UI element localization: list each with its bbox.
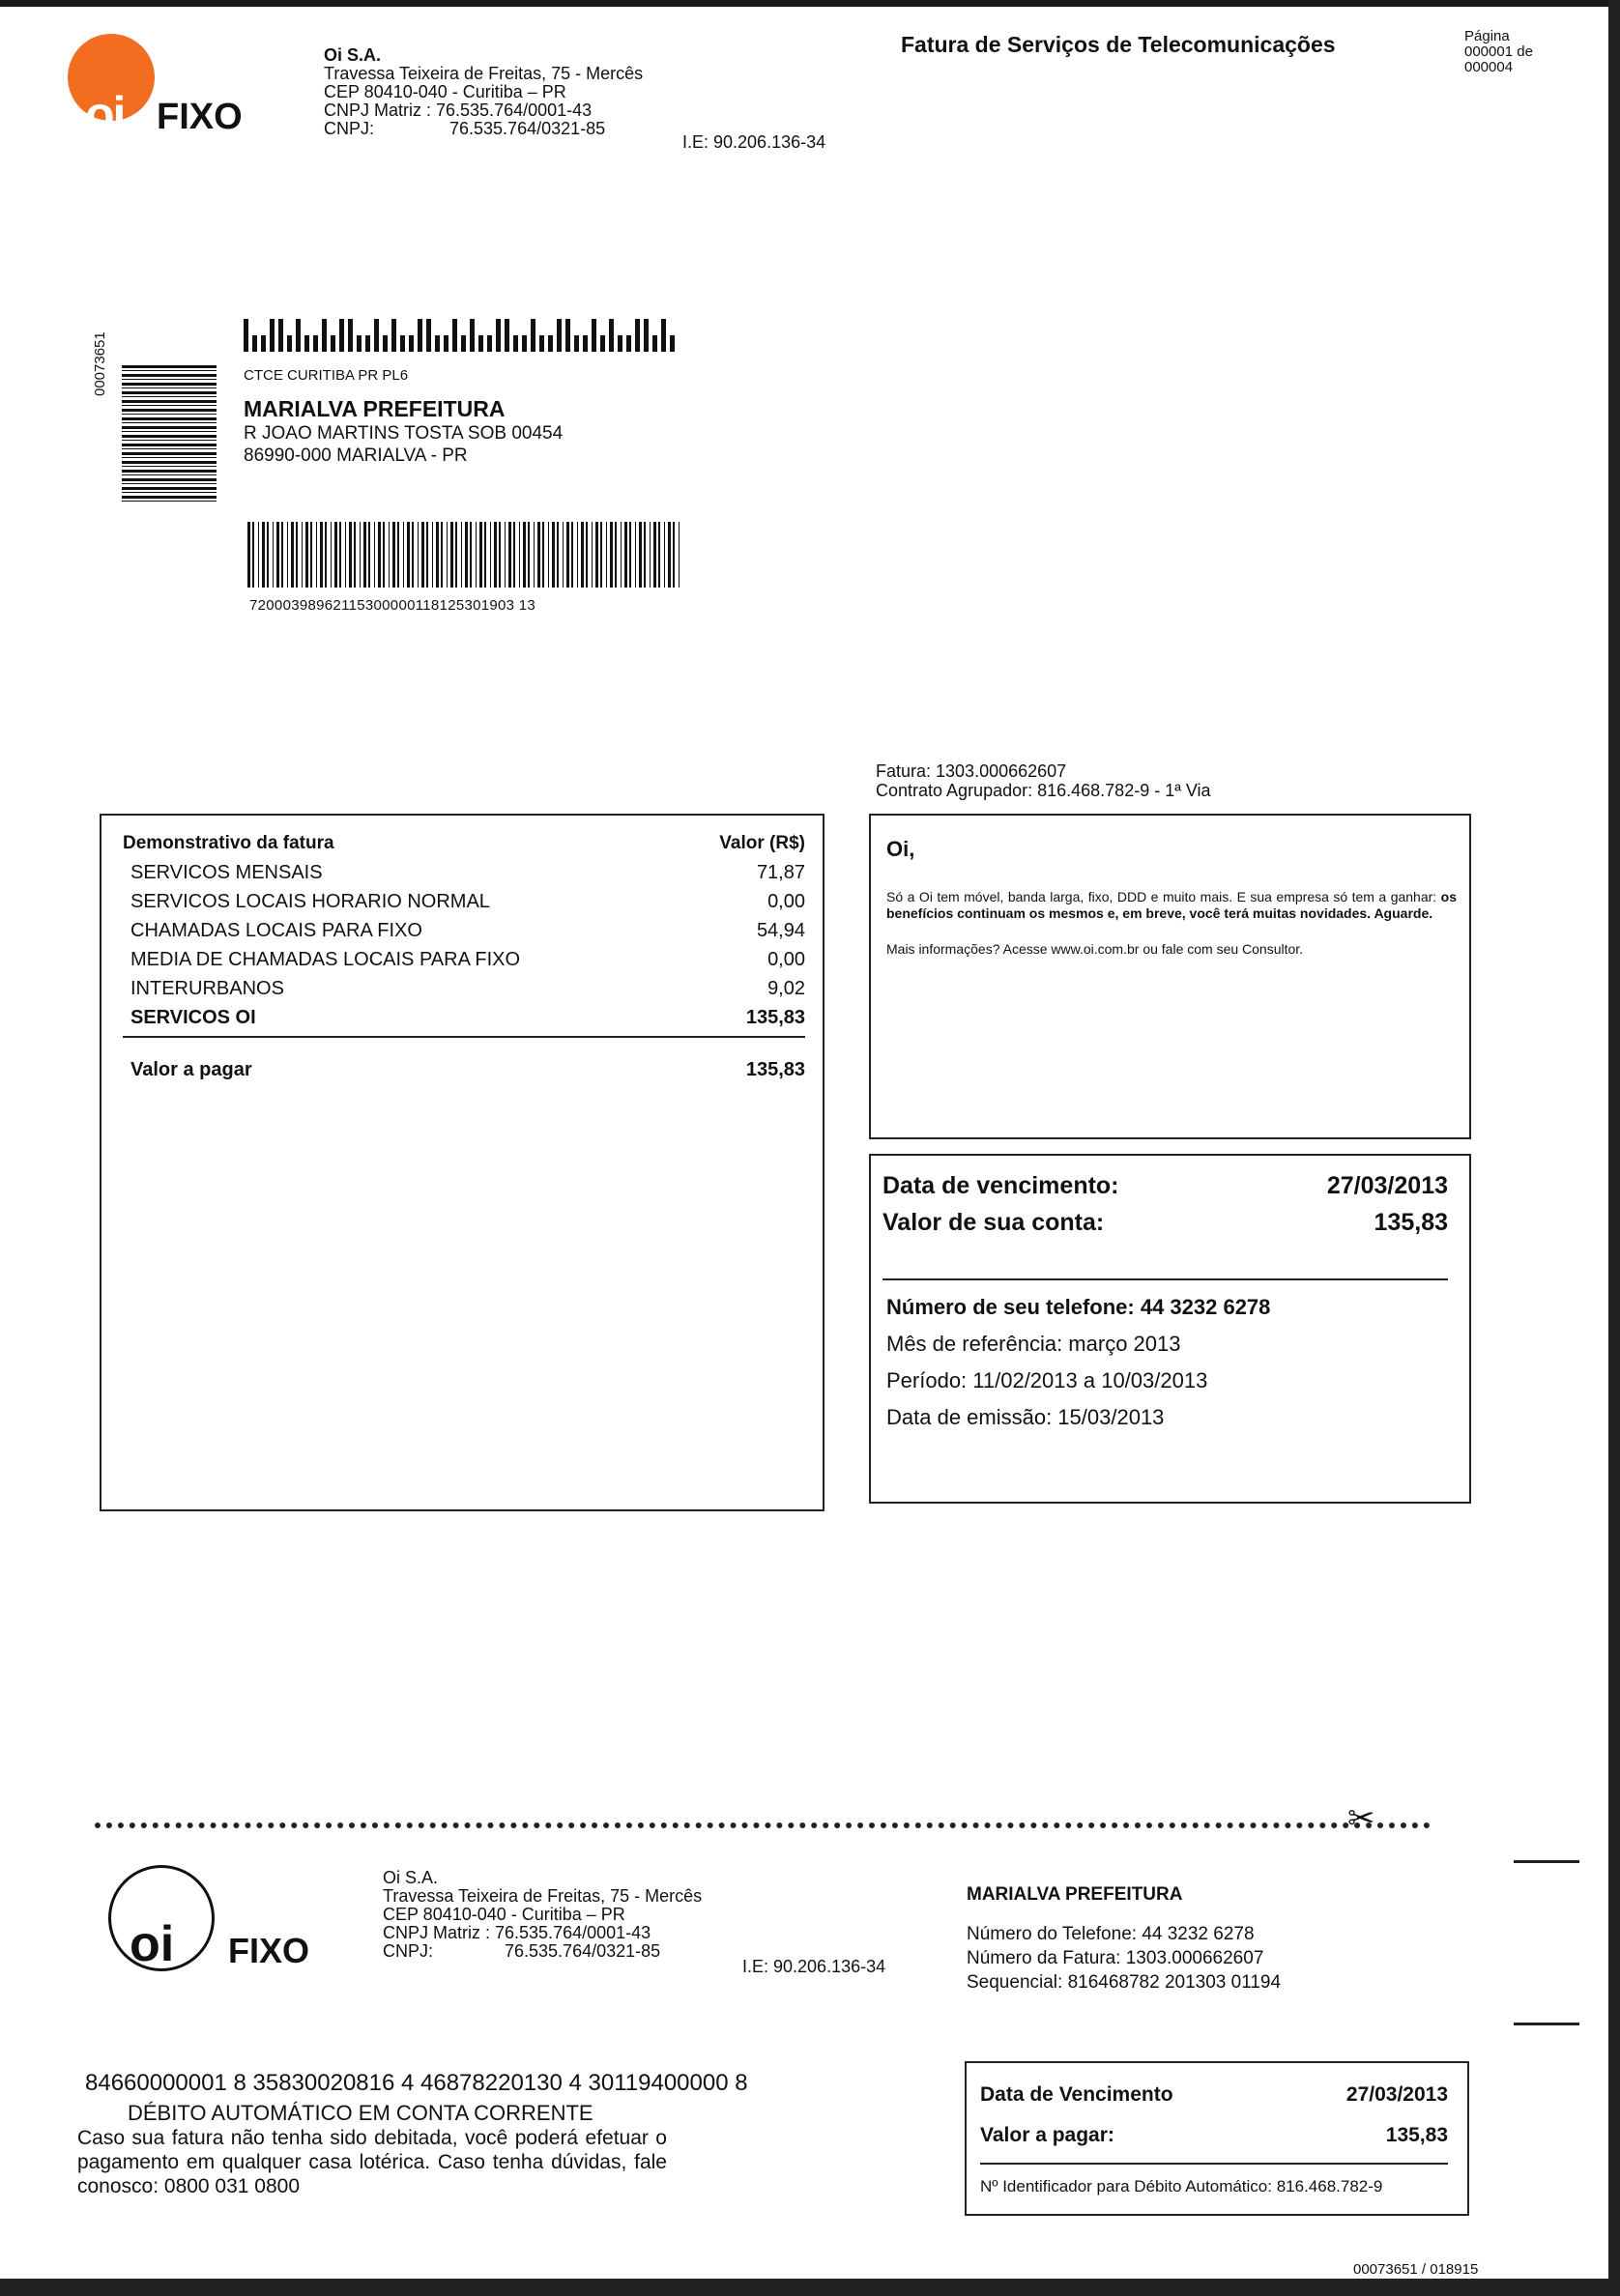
stub-company-cnpj-matriz: CNPJ Matriz : 76.535.764/0001-43 <box>383 1923 651 1942</box>
statement-box <box>100 814 824 1511</box>
page-label: Página <box>1464 28 1510 44</box>
company-name: Oi S.A. <box>324 45 382 65</box>
stub-company-name: Oi S.A. <box>383 1868 439 1887</box>
postnet-bar <box>539 335 544 352</box>
message-text: Só a Oi tem móvel, banda larga, fixo, DDD e muito mais. E sua empresa só tem a ganhar: <box>886 889 1441 904</box>
summary-key-values <box>882 1167 1448 1241</box>
stub-customer-name: MARIALVA PREFEITURA <box>967 1884 1183 1905</box>
oi-fixo-logo <box>68 34 242 140</box>
phone-number: Número de seu telefone: 44 3232 6278 <box>886 1295 1271 1319</box>
postnet-bar <box>557 319 562 352</box>
statement-table <box>123 829 805 1084</box>
postnet-bar <box>409 335 414 352</box>
company-cnpj-matriz: CNPJ Matriz : 76.535.764/0001-43 <box>324 100 593 120</box>
statement-row-label: CHAMADAS LOCAIS PARA FIXO <box>130 920 422 941</box>
postnet-bar <box>531 319 535 352</box>
message-greeting: Oi, <box>886 837 915 861</box>
scissors-icon: ✂ <box>1347 1800 1375 1837</box>
summary-box <box>869 1154 1471 1504</box>
postnet-bar <box>270 319 275 352</box>
mail-barcode-number: 72000398962115300000118125301903 13 <box>249 597 536 614</box>
page-indicator <box>1464 29 1533 75</box>
summary-divider <box>882 1278 1448 1280</box>
statement-row <box>123 974 805 1003</box>
postnet-bar <box>626 335 631 352</box>
postnet-bar <box>418 319 422 352</box>
message-highlight: os benefícios continuam os mesmos e, em breve, você terá muitas novidades. Aguarde. <box>886 889 1457 921</box>
side-stacked-barcode <box>122 365 217 502</box>
statement-header-value: Valor (R$) <box>719 833 805 853</box>
page-current: 000001 de <box>1464 43 1533 60</box>
statement-row-value: 9,02 <box>767 978 805 999</box>
postnet-bar <box>470 319 475 352</box>
issue-date: Data de emissão: 15/03/2013 <box>886 1405 1165 1429</box>
recipient-street: R JOAO MARTINS TOSTA SOB 00454 <box>244 423 564 444</box>
company-info <box>324 46 710 138</box>
postnet-bar <box>583 335 588 352</box>
postnet-bar <box>513 335 518 352</box>
statement-header-label: Demonstrativo da fatura <box>123 833 334 853</box>
subtotal-label: SERVICOS OI <box>130 1007 256 1028</box>
stub-company-ie: I.E: 90.206.136-34 <box>742 1957 886 1976</box>
postnet-bar <box>635 319 640 352</box>
statement-row-value: 54,94 <box>756 920 805 941</box>
side-code-text: 00073651 <box>92 331 108 396</box>
company-cnpj-value: 76.535.764/0321-85 <box>449 119 606 138</box>
digitable-line: 84660000001 8 35830020816 4 46878220130 4 30119400000 8 <box>85 2070 748 2096</box>
stub-cnpj-label: CNPJ: <box>383 1941 434 1961</box>
postnet-bar <box>374 319 379 352</box>
postnet-bar <box>261 335 266 352</box>
postnet-bar <box>348 319 353 352</box>
stub-company-address: Travessa Teixeira de Freitas, 75 - Mercês <box>383 1886 703 1906</box>
message-box <box>869 814 1471 1139</box>
logo-fixo-text: FIXO <box>157 97 243 137</box>
company-ie: I.E: 90.206.136-34 <box>682 132 826 152</box>
postnet-bar <box>252 335 257 352</box>
statement-row-value: 71,87 <box>756 862 805 883</box>
mail-barcode <box>247 522 680 588</box>
stub-payment-box <box>965 2061 1469 2216</box>
stub-invoice: Número da Fatura: 1303.000662607 <box>967 1948 1264 1968</box>
stub-pay-value: 135,83 <box>1385 2124 1448 2146</box>
company-cnpj-label: CNPJ: <box>324 119 375 138</box>
postnet-bar <box>322 319 327 352</box>
postnet-bar <box>522 335 527 352</box>
scan-border-top <box>0 0 1620 7</box>
statement-row-label: MEDIA DE CHAMADAS LOCAIS PARA FIXO <box>130 949 521 970</box>
postnet-bar <box>618 335 622 352</box>
auto-debit-title: DÉBITO AUTOMÁTICO EM CONTA CORRENTE <box>128 2101 593 2125</box>
postnet-bar <box>670 335 675 352</box>
stub-company-cep: CEP 80410-040 - Curitiba – PR <box>383 1905 625 1924</box>
postnet-bar <box>331 335 335 352</box>
postnet-bar <box>339 319 344 352</box>
footer-code: 00073651 / 018915 <box>1353 2261 1479 2278</box>
statement-subtotal <box>123 1003 805 1038</box>
total-value: 135,83 <box>745 1059 805 1080</box>
postnet-bar <box>652 335 657 352</box>
statement-row-value: 0,00 <box>767 949 805 970</box>
statement-total <box>123 1055 805 1084</box>
stub-pay-label: Valor a pagar: <box>980 2124 1114 2146</box>
reference-month: Mês de referência: março 2013 <box>886 1332 1181 1356</box>
company-address: Travessa Teixeira de Freitas, 75 - Mercês <box>324 64 644 83</box>
route-code: CTCE CURITIBA PR PL6 <box>244 367 409 384</box>
recipient-city: 86990-000 MARIALVA - PR <box>244 445 468 466</box>
stub-customer-info <box>967 1882 1281 1995</box>
postnet-bar <box>287 335 292 352</box>
company-cep: CEP 80410-040 - Curitiba – PR <box>324 82 566 101</box>
due-date-row <box>882 1167 1448 1204</box>
postnet-bar <box>478 335 483 352</box>
postnet-bar <box>426 319 431 352</box>
auto-debit-text: Caso sua fatura não tenha sido debitada, você poderá efetuar o pagamento em qualquer casa lotérica. Caso tenha dúvidas, fale conosco: 0800 031 0800 <box>77 2127 667 2197</box>
statement-row <box>123 945 805 974</box>
postnet-bar <box>574 335 579 352</box>
postnet-bar <box>505 319 509 352</box>
postnet-bar <box>278 319 283 352</box>
postnet-bar <box>383 335 388 352</box>
invoice-title: Fatura de Serviços de Telecomunicações <box>901 32 1336 57</box>
stub-auto-debit-id: Nº Identificador para Débito Automático: 816.468.782-9 <box>980 2177 1383 2196</box>
postnet-bar <box>548 335 553 352</box>
invoice-number: Fatura: 1303.000662607 <box>876 761 1067 781</box>
postnet-bar <box>365 335 370 352</box>
stub-cnpj-value: 76.535.764/0321-85 <box>505 1941 661 1961</box>
postnet-bar <box>487 335 492 352</box>
postnet-bar <box>452 319 457 352</box>
statement-row-label: INTERURBANOS <box>130 978 284 999</box>
due-date-label: Data de vencimento: <box>882 1172 1119 1199</box>
postnet-bar <box>296 319 301 352</box>
message-body <box>886 889 1457 922</box>
stub-sequencial: Sequencial: 816468782 201303 01194 <box>967 1972 1282 1993</box>
billing-period: Período: 11/02/2013 a 10/03/2013 <box>886 1368 1208 1392</box>
postnet-bar <box>244 319 248 352</box>
postnet-bar <box>496 319 501 352</box>
contract-number: Contrato Agrupador: 816.468.782-9 - 1ª Via <box>876 781 1211 800</box>
statement-header <box>123 829 805 858</box>
postnet-barcode <box>244 317 675 352</box>
amount-value: 135,83 <box>1374 1209 1448 1236</box>
stub-due-row <box>980 2075 1448 2115</box>
message-more-info: Mais informações? Acesse www.oi.com.br ou fale com seu Consultor. <box>886 941 1304 957</box>
recipient-name: MARIALVA PREFEITURA <box>244 396 506 421</box>
scan-border-right <box>1608 0 1620 2296</box>
stub-pay-row <box>980 2115 1448 2156</box>
stub-logo-oi: oi <box>130 1916 175 1972</box>
statement-row-label: SERVICOS MENSAIS <box>130 862 323 883</box>
statement-row-label: SERVICOS LOCAIS HORARIO NORMAL <box>130 891 490 912</box>
scan-border-bottom <box>0 2279 1620 2296</box>
stub-phone: Número do Telefone: 44 3232 6278 <box>967 1924 1255 1944</box>
cut-line <box>95 1822 1431 1828</box>
postnet-bar <box>592 319 596 352</box>
postnet-bar <box>565 319 570 352</box>
logo-oi-text: oi <box>85 87 125 141</box>
postnet-bar <box>313 335 318 352</box>
statement-row-value: 0,00 <box>767 891 805 912</box>
amount-label: Valor de sua conta: <box>882 1209 1105 1236</box>
postnet-bar <box>600 335 605 352</box>
postnet-bar <box>357 335 362 352</box>
postnet-bar <box>661 319 666 352</box>
postnet-bar <box>644 319 649 352</box>
statement-row <box>123 858 805 887</box>
stub-margin-mark-bottom <box>1514 2023 1579 2025</box>
postnet-bar <box>461 335 466 352</box>
page-total: 000004 <box>1464 59 1514 75</box>
subtotal-value: 135,83 <box>745 1007 805 1028</box>
postnet-bar <box>609 319 614 352</box>
postnet-bar <box>304 335 309 352</box>
stub-payment-values <box>980 2075 1448 2156</box>
postnet-bar <box>444 335 448 352</box>
stub-due-value: 27/03/2013 <box>1345 2083 1448 2106</box>
invoice-meta <box>876 761 1211 800</box>
due-date-value: 27/03/2013 <box>1326 1172 1448 1199</box>
postnet-bar <box>400 335 405 352</box>
stub-logo-fixo: FIXO <box>228 1931 310 1970</box>
stub-company-info <box>383 1869 789 1961</box>
stub-due-label: Data de Vencimento <box>980 2083 1173 2106</box>
statement-items <box>123 858 805 1003</box>
summary-details <box>886 1289 1270 1436</box>
statement-row <box>123 887 805 916</box>
stub-margin-mark-top <box>1514 1860 1579 1863</box>
stub-logo <box>108 1865 340 1991</box>
postnet-bar <box>391 319 396 352</box>
statement-row <box>123 916 805 945</box>
amount-row <box>882 1204 1448 1241</box>
postnet-bar <box>435 335 440 352</box>
stub-payment-divider <box>980 2163 1448 2165</box>
total-label: Valor a pagar <box>130 1059 252 1080</box>
